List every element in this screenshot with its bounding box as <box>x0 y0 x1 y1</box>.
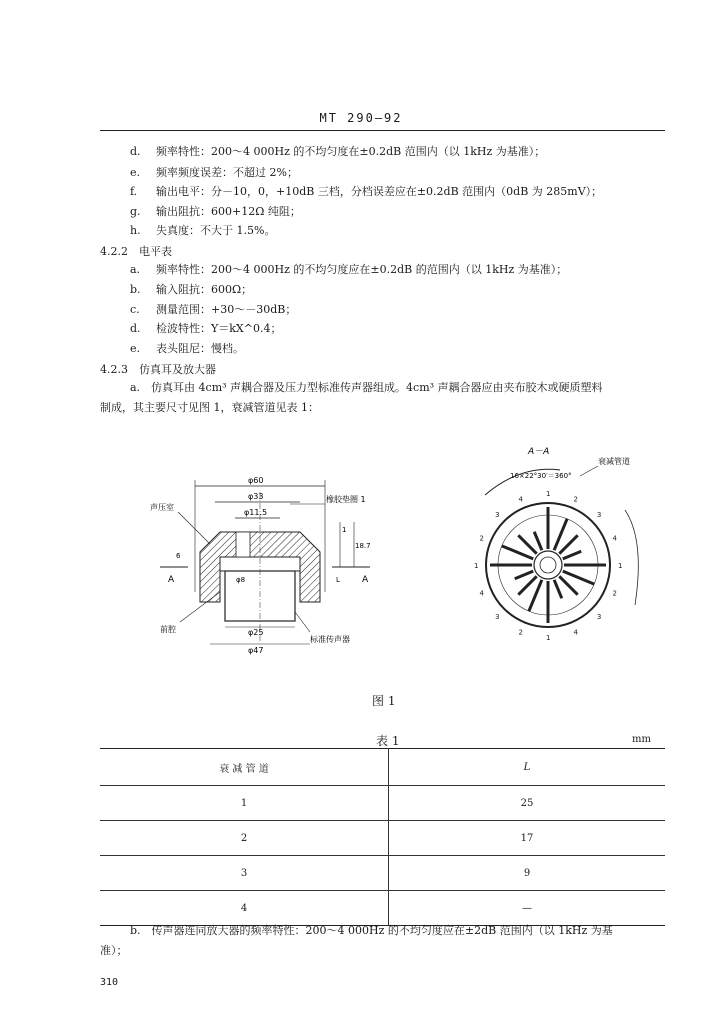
paragraph-b-line2: 准）； <box>100 944 128 957</box>
channel-number: 3 <box>495 511 500 520</box>
header-rule <box>100 130 665 131</box>
section-title-aa: A－A <box>528 447 550 457</box>
list-item: e. 频率频度误差：不超过 2%； <box>130 166 298 179</box>
list-item: c. 测量范围：+30～－30dB； <box>130 303 297 316</box>
table-row <box>100 821 665 856</box>
channel-number: 3 <box>596 612 602 621</box>
table-row <box>100 786 665 821</box>
channel-number: 4 <box>479 589 484 598</box>
label-channel: 衰减管道 <box>598 457 630 466</box>
dim-6: 6 <box>176 552 181 560</box>
table-header-cell: L <box>389 749 666 786</box>
paragraph-b-line1: b. 传声器连同放大器的频率特性：200～4 000Hz 的不均匀度应在±2dB 范围内（以 1kHz 为基 <box>130 924 613 937</box>
list-item: b. 输入阻抗：600Ω； <box>130 283 253 296</box>
label-front-cavity: 前腔 <box>160 625 176 634</box>
figure-caption: 图 1 <box>372 694 396 708</box>
channel-spoke <box>554 580 562 598</box>
list-item: d. 频率特性：200～4 000Hz 的不均匀度在±0.2dB 范围内（以 1kHz 为基准）； <box>130 145 546 158</box>
dim-phi60: φ60 <box>248 476 264 485</box>
table-cell: 25 <box>389 786 666 821</box>
page-header: MT 290—92 <box>319 111 403 125</box>
list-item: d. 检波特性：Y＝kX^0.4； <box>130 322 282 335</box>
dim-phi47: φ47 <box>248 646 264 655</box>
channel-number: 1 <box>474 562 479 570</box>
paragraph-a-line2: 制成，其主要尺寸见图 1，衰减管道见表 1： <box>100 401 319 414</box>
channel-spoke <box>559 535 577 553</box>
section-heading-423: 4.2.3 仿真耳及放大器 <box>100 363 216 376</box>
channel-number: 2 <box>518 628 523 637</box>
page-number: 310 <box>100 977 119 988</box>
channel-number: 3 <box>596 511 602 520</box>
table-header-cell: 衰 减 管 道 <box>100 749 389 786</box>
section-marker-a: A <box>362 575 369 585</box>
list-item: f. 输出电平：分－10，0，+10dB 三档，分档误差应在±0.2dB 范围内（0dB 为 285mV）； <box>130 185 603 198</box>
table-unit: mm <box>632 734 651 745</box>
dim-phi11: φ11.5 <box>244 508 268 517</box>
table-cell: 17 <box>389 821 666 856</box>
section-marker-a: A <box>168 575 175 585</box>
channel-number: 4 <box>612 534 617 543</box>
channel-spoke <box>518 576 536 594</box>
list-item: e. 表头阻尼：慢档。 <box>130 342 244 355</box>
angle-formula: 16×22°30′＝360° <box>510 472 572 480</box>
channel-spoke <box>518 535 536 553</box>
label-std-mic: 标准传声器 <box>310 635 350 644</box>
table-cell: 2 <box>100 821 389 856</box>
channel-number: 4 <box>518 495 523 504</box>
channel-spoke <box>554 519 567 550</box>
table-header-row <box>100 749 665 786</box>
attenuation-table <box>100 748 665 926</box>
channel-number: 1 <box>546 490 551 498</box>
channel-number: 1 <box>546 634 551 642</box>
label-rubber-ring: 橡胶垫圈 1 <box>326 495 366 504</box>
section-heading-422: 4.2.2 电平表 <box>100 245 172 258</box>
table-cell: 1 <box>100 786 389 821</box>
channel-number: 4 <box>573 628 579 637</box>
paragraph-a-line1: a. 仿真耳由 4cm³ 声耦合器及压力型标准传声器组成。4cm³ 声耦合器应由夹布胶木或硬质塑料 <box>130 381 603 394</box>
channel-number: 2 <box>479 534 484 543</box>
channel-spoke <box>563 551 581 559</box>
table-cell: 4 <box>100 891 389 926</box>
channel-number: 2 <box>573 495 579 504</box>
table-cell: 3 <box>100 856 389 891</box>
channel-spoke <box>559 576 577 594</box>
dim-phi25: φ25 <box>248 628 264 637</box>
table-cell: — <box>389 891 666 926</box>
list-item: a. 频率特性：200～4 000Hz 的不均匀度应在±0.2dB 的范围内（以 1kHz 为基准）； <box>130 263 568 276</box>
dim-1: 1 <box>342 526 347 534</box>
dim-phi8: φ8 <box>236 576 246 584</box>
channel-spoke <box>534 532 542 550</box>
label-voice-cavity: 声压室 <box>150 503 174 512</box>
coupler-section-figure <box>140 472 390 662</box>
channel-spoke <box>563 571 594 584</box>
channel-spoke <box>529 580 542 611</box>
table-row <box>100 856 665 891</box>
table-row <box>100 891 665 926</box>
channel-spoke <box>502 546 533 559</box>
table-caption: 表 1 <box>376 734 400 748</box>
channel-number: 2 <box>612 589 617 598</box>
dim-l: L <box>336 576 340 584</box>
list-item: h. 失真度：不大于 1.5%。 <box>130 224 276 237</box>
channel-spoke <box>515 571 533 579</box>
dim-18: 18.7 <box>355 542 371 550</box>
table-cell: 9 <box>389 856 666 891</box>
channel-number: 3 <box>495 612 500 621</box>
dim-phi33: φ33 <box>248 492 264 501</box>
channel-number: 1 <box>618 562 623 570</box>
section-aa-figure <box>460 440 650 655</box>
list-item: g. 输出阻抗：600+12Ω 纯阻； <box>130 205 301 218</box>
